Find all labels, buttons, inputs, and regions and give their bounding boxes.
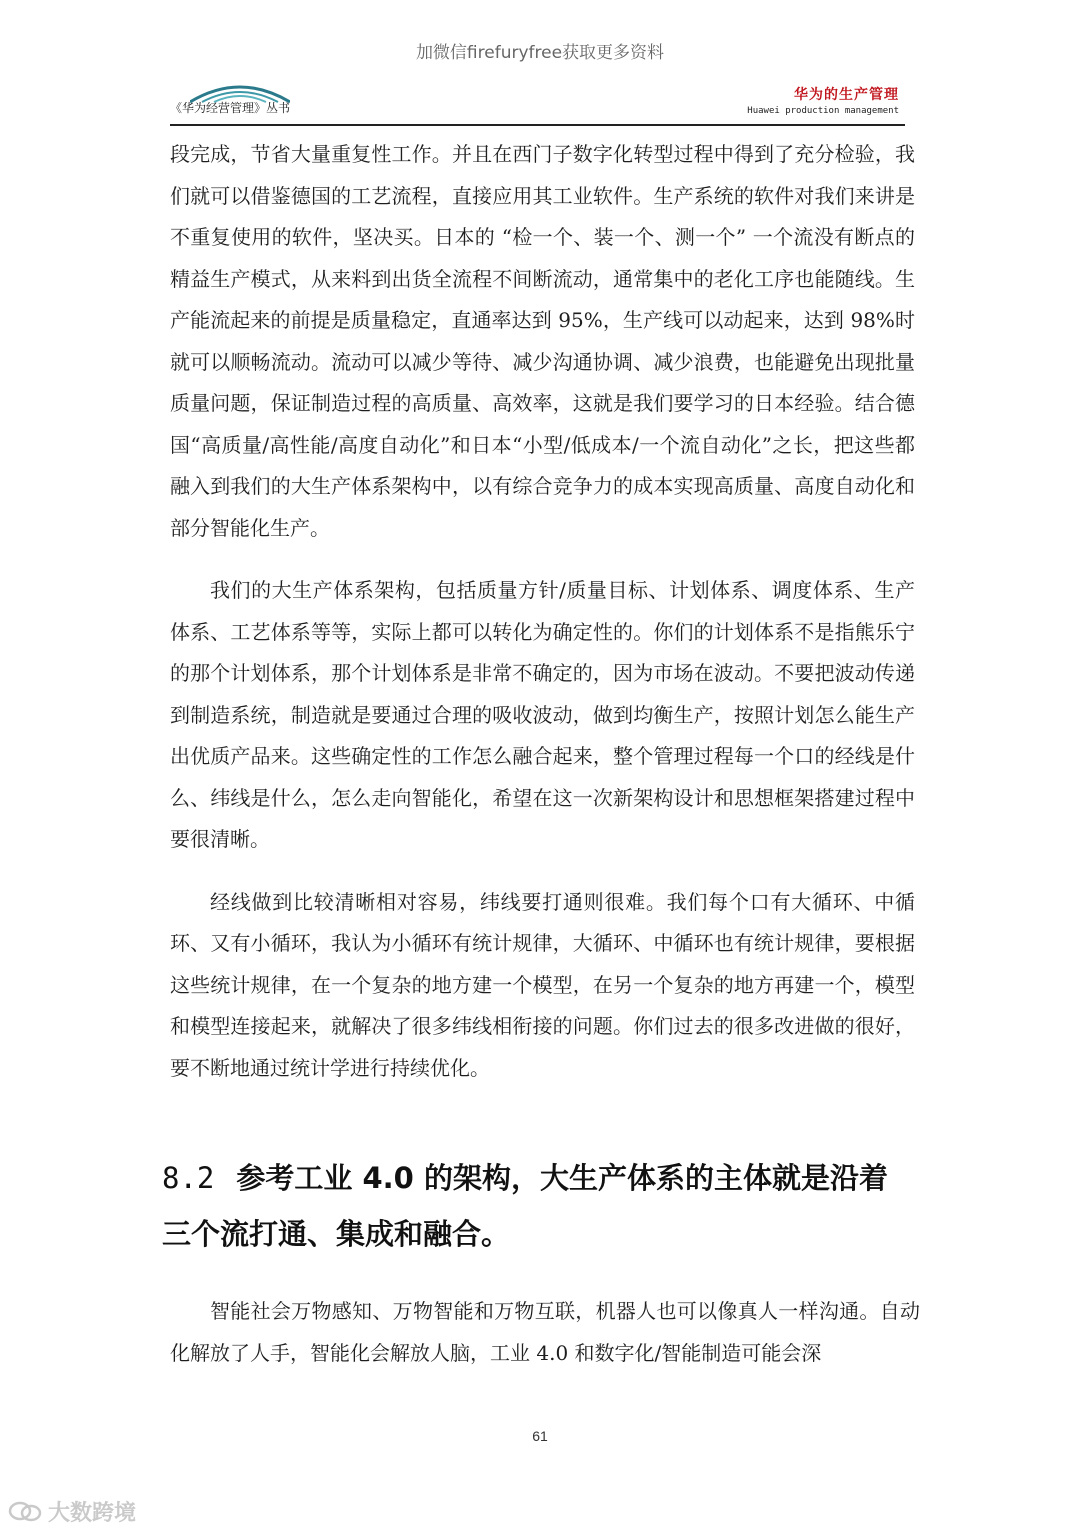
section-heading <box>162 1150 912 1262</box>
body-text-continued <box>170 1291 920 1374</box>
page-number: 61 <box>532 1428 548 1444</box>
header-divider <box>170 124 905 126</box>
bottom-watermark <box>8 1496 136 1527</box>
paragraph-4: 智能社会万物感知、万物智能和万物互联，机器人也可以像真人一样沟通。自动化解放了人手，智能化会解放人脑，工业 4.0 和数字化/智能制造可能会深 <box>170 1299 920 1365</box>
top-watermark: 加微信firefuryfree获取更多资料 <box>415 43 665 63</box>
section-number: 8.2 <box>162 1161 215 1195</box>
series-title: 《华为经营管理》丛书 <box>170 101 291 115</box>
book-subtitle: Huawei production management <box>747 106 899 116</box>
page-header <box>170 70 905 122</box>
body-text <box>170 134 915 1110</box>
paragraph-1: 段完成，节省大量重复性工作。并且在西门子数字化转型过程中得到了充分检验，我们就可以借鉴德国的工艺流程，直接应用其工业软件。生产系统的软件对我们来讲是不重复使用的软件，坚决买。日本的 “检一个、装一个、测一个” 一个流没有断点的精益生产模式，从来料到出货全流程不间断流动，通常集中的老化工序也能随线。生产能流起来的前提是质量稳定，直通率达到 95%，生产线可以动起来，达到 98%时就可以顺畅流动。流动可以减少等待、减少沟通协调、减少浪费，也能避免出现批量质量问题，保证制造过程的高质量、高效率，这就是我们要学习的日本经验。结合德国“高质量/高性能/高度自动化”和日本“小型/低成本/一个流自动化”之长，把这些都融入到我们的大生产体系架构中，以有综合竞争力的成本实现高质量、高度自动化和部分智能化生产。 <box>170 142 915 540</box>
chat-bubble-icon <box>8 1500 42 1524</box>
book-title: 华为的生产管理 <box>794 87 899 103</box>
paragraph-3: 经线做到比较清晰相对容易，纬线要打通则很难。我们每个口有大循环、中循环、又有小循环，我认为小循环有统计规律，大循环、中循环也有统计规律，要根据这些统计规律，在一个复杂的地方建一个模型，在另一个复杂的地方再建一个，模型和模型连接起来，就解决了很多纬线相衔接的问题。你们过去的很多改进做的很好，要不断地通过统计学进行持续优化。 <box>170 889 915 1080</box>
watermark-text: 大数跨境 <box>48 1501 137 1526</box>
section-title: 参考工业 4.0 的架构，大生产体系的主体就是沿着三个流打通、集成和融合。 <box>162 1161 888 1251</box>
paragraph-2: 我们的大生产体系架构，包括质量方针/质量目标、计划体系、调度体系、生产体系、工艺体系等等，实际上都可以转化为确定性的。你们的计划体系不是指熊乐宁的那个计划体系，那个计划体系是非常不确定的，因为市场在波动。不要把波动传递到制造系统，制造就是要通过合理的吸收波动，做到均衡生产，按照计划怎么能生产出优质产品来。这些确定性的工作怎么融合起来，整个管理过程每一个口的经线是什么、纬线是什么，怎么走向智能化，希望在这一次新架构设计和思想框架搭建过程中要很清晰。 <box>170 578 915 851</box>
